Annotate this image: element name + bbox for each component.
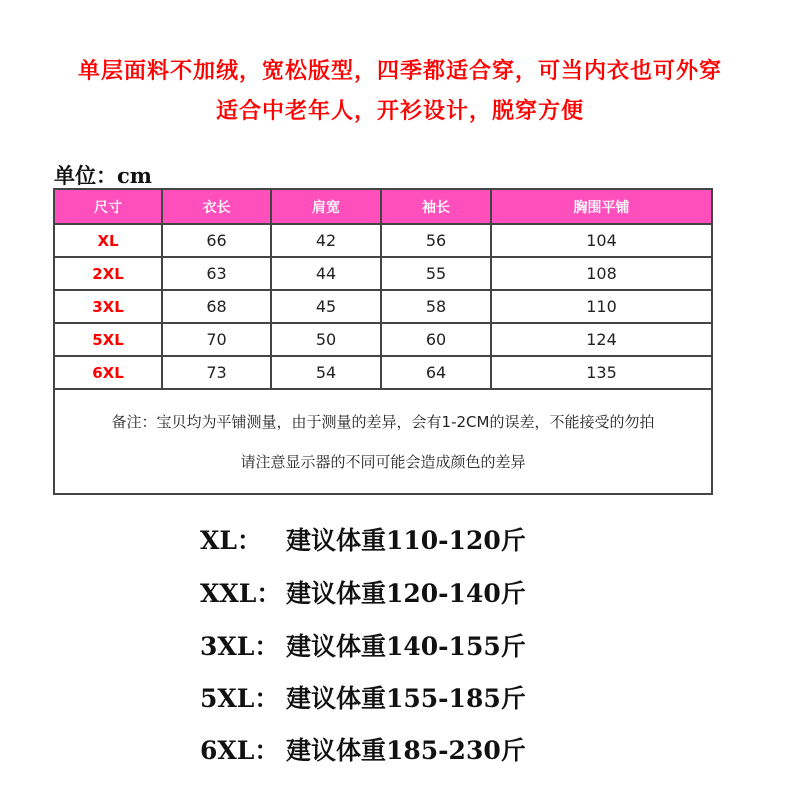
shoulder-cell: 45 — [271, 290, 381, 323]
weight-recommendation — [200, 574, 526, 610]
sleeve-cell: 56 — [381, 224, 491, 257]
table-row — [54, 290, 712, 323]
sleeve-cell: 55 — [381, 257, 491, 290]
sleeve-cell: 58 — [381, 290, 491, 323]
table-row — [54, 257, 712, 290]
recommendation-size: XXL： — [200, 579, 282, 608]
note-cell — [54, 389, 712, 494]
table-header-row — [54, 189, 712, 224]
length-cell: 73 — [162, 356, 271, 389]
column-header: 尺寸 — [54, 189, 162, 224]
length-cell: 70 — [162, 323, 271, 356]
recommendation-size: 5XL： — [200, 684, 280, 713]
recommendation-size: 6XL： — [200, 736, 280, 765]
column-header: 胸围平铺 — [491, 189, 712, 224]
size-cell: 3XL — [54, 290, 162, 323]
recommendation-text: 建议体重155-185斤 — [286, 684, 526, 713]
recommendation-size: XL： — [200, 526, 262, 555]
unit-label: 单位：cm — [54, 163, 153, 188]
sleeve-cell: 60 — [381, 323, 491, 356]
size-cell: 2XL — [54, 257, 162, 290]
length-cell: 63 — [162, 257, 271, 290]
recommendation-text: 建议体重120-140斤 — [286, 579, 526, 608]
length-cell: 68 — [162, 290, 271, 323]
shoulder-cell: 44 — [271, 257, 381, 290]
recommendation-text: 建议体重140-155斤 — [286, 632, 526, 661]
chest-cell: 124 — [491, 323, 712, 356]
recommendation-text: 建议体重185-230斤 — [286, 736, 526, 765]
column-header: 肩宽 — [271, 189, 381, 224]
headline-line-2: 适合中老年人，开衫设计，脱穿方便 — [215, 99, 584, 124]
column-header: 袖长 — [381, 189, 491, 224]
size-cell: XL — [54, 224, 162, 257]
shoulder-cell: 50 — [271, 323, 381, 356]
headline-line-1: 单层面料不加绒，宽松版型，四季都适合穿，可当内衣也可外穿 — [77, 59, 722, 84]
note-line-2: 请注意显示器的不同可能会造成颜色的差异 — [240, 452, 526, 471]
shoulder-cell: 54 — [271, 356, 381, 389]
table-row — [54, 224, 712, 257]
size-cell: 5XL — [54, 323, 162, 356]
chest-cell: 135 — [491, 356, 712, 389]
weight-recommendation — [200, 679, 526, 715]
size-cell: 6XL — [54, 356, 162, 389]
size-table — [53, 188, 713, 495]
shoulder-cell: 42 — [271, 224, 381, 257]
sleeve-cell: 64 — [381, 356, 491, 389]
weight-recommendation — [200, 627, 526, 663]
note-row — [54, 389, 712, 494]
chest-cell: 110 — [491, 290, 712, 323]
weight-recommendation — [200, 731, 526, 767]
table-row — [54, 323, 712, 356]
note-line-1: 备注：宝贝均为平铺测量，由于测量的差异，会有1-2CM的误差，不能接受的勿拍 — [111, 412, 655, 431]
column-header: 衣长 — [162, 189, 271, 224]
weight-recommendation — [200, 521, 526, 557]
chest-cell: 108 — [491, 257, 712, 290]
length-cell: 66 — [162, 224, 271, 257]
table-row — [54, 356, 712, 389]
recommendation-text: 建议体重110-120斤 — [286, 526, 526, 555]
recommendation-size: 3XL： — [200, 632, 280, 661]
chest-cell: 104 — [491, 224, 712, 257]
